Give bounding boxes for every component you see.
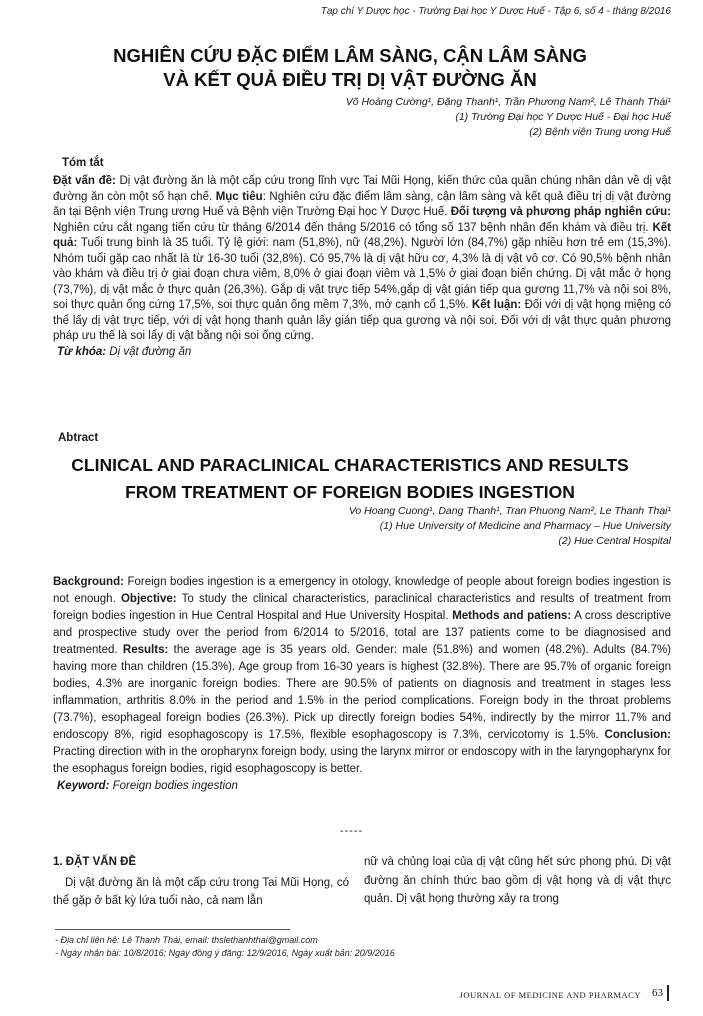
label-conclusion-en: Conclusion: (604, 729, 671, 741)
label-objective-vn: Mục tiêu (215, 190, 263, 203)
section1-left-text: Dị vật đường ăn là một cấp cứu trong Tai Mũi Họng, có thể gặp ở bất kỳ lứa tuổi nào, cả nam lẫn (53, 876, 349, 907)
left-column (53, 853, 349, 911)
text-objective-vn: : Nghiên cứu đặc điểm lâm sàng, cận lâm sàng và kết quả điều trị dị vật đường ăn tại Bệnh viện Trung ương Huế và Bệnh viện Trường Đại học Y Dược Huế. (53, 190, 672, 218)
keywords-text-en: Foreign bodies ingestion (109, 780, 238, 792)
text-methods-vn: Nghiên cứu cắt ngang tiến cứu từ tháng 6/2014 đến tháng 5/2016 có tổng số 137 bệnh nhân đến khám và điều trị. (53, 221, 653, 234)
vietnamese-abstract (53, 174, 671, 360)
affiliation-1-en: (1) Hue University of Medicine and Pharmacy – Hue University (379, 520, 671, 532)
footnote-rule (55, 929, 290, 930)
section1-heading: 1. ĐẶT VẤN ĐỀ (53, 856, 137, 868)
abtract-heading: Abtract (58, 432, 99, 444)
label-background-vn: Đặt vấn đề: (53, 175, 116, 187)
page-number: 63 (652, 987, 663, 999)
text-results-vn: Tuổi trung bình là 35 tuổi. Tỷ lệ giới: nam (51,8%), nữ (48,2%). Người lớn (84,7%) gặp nhiều hơn trẻ em (15,3%). Nhóm tuổi gặp cao nhất là từ 16-30 tuổi (32,8%). Có 95,7% là dị vật hữu cơ, 4,3% là dị vật vô cơ. Có 90,5% bệnh nhân vào khám và điều trị ở giai đoạn chưa viêm, 8,0% ở giai đoạn viêm và 1,5% ở giai đoạn biến chứng. Dị vật mắc ở họng (73,7%), dị vật mắc ở thực quản (26,3%). Gắp dị vật trực tiếp 54%,gắp dị vật gián tiếp qua gương 11,7% và nội soi 8%, soi thực quản ống cứng 17,5%, soi thực quản ống mềm 7,3%, mở cạnh cổ 1,5%. (53, 237, 671, 311)
text-background-en: Foreign bodies ingestion is a emergency in otology, knowledge of people about foreign bodies ingestion is not enough. (53, 576, 671, 605)
section1-right-text: nữ và chủng loại của dị vật cũng hết sức phong phú. Dị vật đường ăn chính thức bao gồm dị vật họng và dị vật thực quản. Dị vật họng thường xảy ra trong (364, 856, 671, 905)
english-abstract (53, 574, 671, 795)
label-conclusion-vn: Kết luận: (471, 299, 522, 311)
affiliation-1: (1) Trường Đại học Y Dược Huế - Đại học Huế (455, 111, 671, 123)
label-background-en: Background: (53, 576, 124, 588)
label-results-vn: Kết quả: (53, 221, 671, 249)
keywords-label-en: Keyword: (57, 780, 110, 792)
keywords-text-vn: Dị vật đường ăn (106, 345, 192, 358)
text-objective-en: To study the clinical characteristics, paraclinical characteristics and results of treatment from foreign bodies ingestion in Hue Central Hospital and Hue University Hospital. (53, 593, 671, 622)
vietnamese-title-line2: VÀ KẾT QUẢ ĐIỀU TRỊ DỊ VẬT ĐƯỜNG ĂN (163, 69, 537, 90)
page-number-bar (667, 985, 669, 1001)
label-methods-vn: Đối tượng và phương pháp nghiên cứu: (450, 206, 671, 218)
affiliation-2: (2) Bệnh viện Trung ương Huế (529, 126, 671, 138)
english-title-line2: FROM TREATMENT OF FOREIGN BODIES INGESTION (125, 482, 575, 502)
english-title (60, 452, 640, 506)
label-methods-en: Methods and patiens: (452, 610, 572, 622)
journal-name-footer: JOURNAL OF MEDICINE AND PHARMACY (459, 990, 641, 1000)
text-results-en: the average age is 35 years old. Gender: male (51.8%) and women (48.2%). Adults (84.7%) having more than children (15.3%). Age group from 16-30 years is highest (32.8%). There are 95.7% of organic foreign bodies, 4.3% are inorganic foreign bodies. There are 90.5% of patients on diagnosis and treatment in stages less inflammation, arthritis 8.0% in the period and 1.5% in the period complications. Foreign body in the throat problems (73.7%), esophageal foreign bodies (26.3%). Pick up directly foreign bodies 54%, indirectly by the mirror 11.7% and endoscopy 8%, rigid esophagoscopy is 17.5%, flexible esophagoscopy is 7.3%, cervicotomy is 1.5%. (53, 644, 672, 741)
label-results-en: Results: (122, 644, 169, 656)
vietnamese-authors (346, 95, 671, 140)
text-conclusion-vn: Đối với dị vật họng miệng có thể lấy dị vật trực tiếp, với dị vật họng thanh quản lấy gián tiếp qua gương và nội soi. Đối với dị vật thực quản phương pháp ưu thế là soi lấy dị vật bằng nội soi ống cứng. (53, 299, 671, 342)
affiliation-2-en: (2) Hue Central Hospital (558, 535, 671, 547)
english-title-line1: CLINICAL AND PARACLINICAL CHARACTERISTICS AND RESULTS (71, 455, 629, 475)
summary-heading: Tóm tắt (62, 157, 104, 169)
right-column (364, 853, 671, 909)
author-list: Võ Hoàng Cường¹, Đặng Thanh¹, Trần Phương Nam², Lê Thanh Thái¹ (345, 96, 671, 108)
publication-dates: - Ngày nhận bài: 10/8/2016; Ngày đồng ý đăng: 12/9/2016, Ngày xuất bản: 20/9/2016 (55, 947, 395, 958)
text-methods-en: A cross descriptive and prospective study over the period from 6/2014 to 5/2016, total are 137 patients come to be diagnosised and treatmented. (53, 610, 671, 656)
text-background-vn: Dị vật đường ăn là một cấp cứu trong lĩnh vực Tai Mũi Họng, kiến thức của quần chúng nhân dân về dị vật đường ăn còn một số hạn chế. (53, 175, 671, 203)
section-separator: ----- (339, 825, 364, 837)
english-authors (349, 504, 671, 549)
running-header: Tạp chí Y Dược học - Trường Đại học Y Dược Huế - Tập 6, số 4 - tháng 8/2016 (320, 6, 671, 17)
vietnamese-title (60, 44, 640, 92)
keywords-label-vn: Từ khóa: (57, 345, 107, 358)
text-conclusion-en: Practing direction with in the oropharynx foreign body, using the larynx mirror or endoscopy with in the laryngopharynx for the esophagus foreign bodies, rigid esophagoscopy is better. (53, 746, 671, 775)
contact-address: - Địa chỉ liên hệ: Lê Thanh Thái, email: thslethanhthai@gmail.com (55, 935, 318, 945)
label-objective-en: Objective: (120, 593, 177, 605)
vietnamese-title-line1: NGHIÊN CỨU ĐẶC ĐIỂM LÂM SÀNG, CẬN LÂM SÀNG (113, 45, 587, 66)
footnote (55, 934, 395, 959)
author-list-en: Vo Hoang Cuong¹, Dang Thanh¹, Tran Phuong Nam², Le Thanh Thai¹ (348, 505, 671, 517)
